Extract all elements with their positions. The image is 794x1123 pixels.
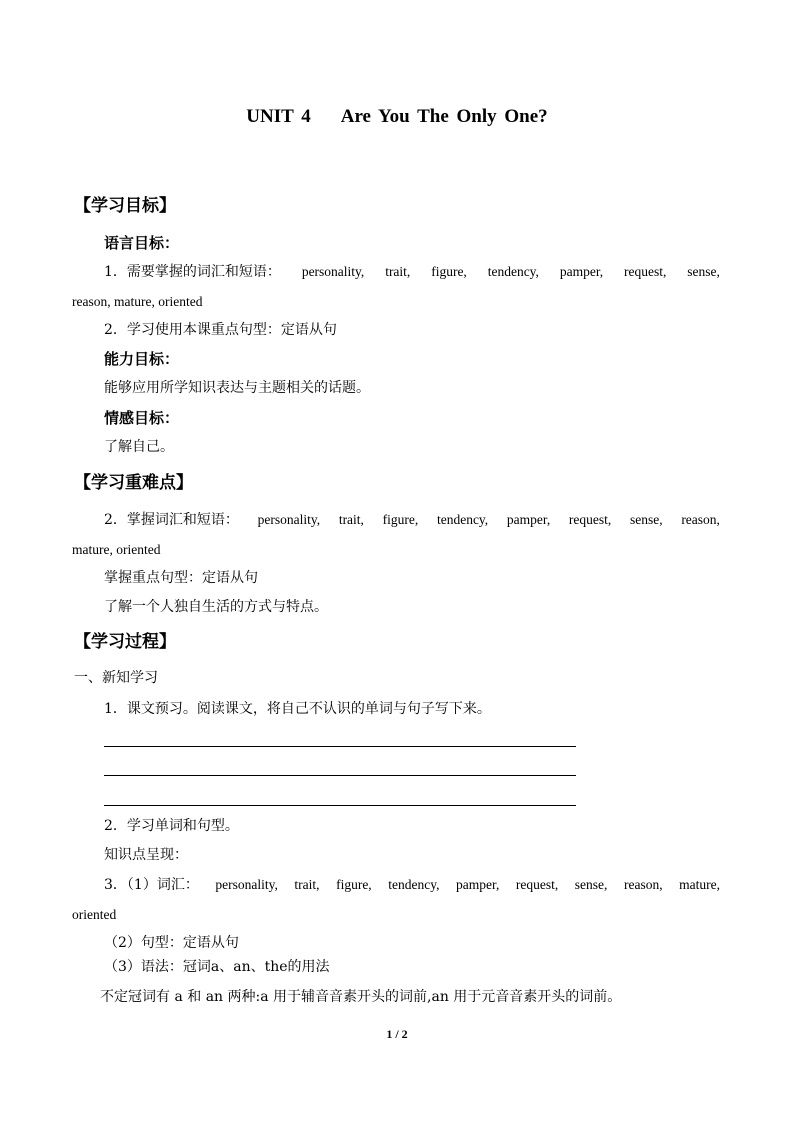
step3-prefix: 3．（1）词汇：: [104, 877, 199, 893]
key-lifestyle: 了解一个人独自生活的方式与特点。: [104, 599, 328, 615]
vocab-word: request,: [624, 264, 667, 279]
vocab-word: pamper,: [559, 264, 604, 279]
page-number: 1 / 2: [386, 1027, 408, 1041]
vocab-word: reason,: [623, 877, 663, 892]
vocab-word: sense,: [574, 877, 608, 892]
vocab-word: reason,: [681, 512, 720, 527]
goal-item1-line2: reason, mature, oriented: [72, 294, 203, 309]
goal-item1-prefix: 1．需要掌握的词汇和短语：: [104, 264, 281, 280]
process-step1: 1．课文预习。阅读课文，将自己不认识的单词与句子写下来。: [104, 701, 491, 717]
vocab-word: figure,: [336, 877, 372, 892]
answer-line[interactable]: [104, 775, 576, 776]
process-part1: 一、新知学习: [74, 670, 158, 686]
vocab-word: request,: [568, 512, 612, 527]
step3-sentence: （2）句型：定语从句: [104, 935, 239, 951]
article-rule: 不定冠词有 a 和 an 两种:a 用于辅音音素开头的词前,an 用于元音音素开头的词前。: [100, 989, 622, 1005]
key-sentence-pattern: 掌握重点句型：定语从句: [104, 570, 258, 586]
emotion-goal-heading: 情感目标：: [104, 409, 180, 427]
key-item-prefix: 2．掌握词汇和短语：: [104, 512, 239, 528]
vocab-word: mature,: [679, 877, 720, 892]
vocab-word: trait,: [385, 264, 411, 279]
vocab-word: personality,: [301, 264, 365, 279]
step3-line1: [74, 875, 720, 895]
unit-number: UNIT 4: [246, 106, 311, 127]
section-goals: 【学习目标】: [74, 196, 176, 216]
vocab-word: personality,: [257, 512, 321, 527]
vocab-word: figure,: [431, 264, 467, 279]
vocab-word: pamper,: [456, 877, 500, 892]
vocab-word: tendency,: [487, 264, 539, 279]
key-item-line2: mature, oriented: [72, 542, 161, 557]
vocab-word: tendency,: [388, 877, 440, 892]
answer-line[interactable]: [104, 805, 576, 806]
language-goal-heading: 语言目标：: [104, 234, 180, 252]
process-step2: 2．学习单词和句型。: [104, 818, 239, 834]
unit-name: Are You The Only One?: [340, 106, 548, 127]
step3-grammar: （3）语法：冠词a、an、the的用法: [104, 959, 330, 975]
knowledge-heading: 知识点呈现：: [104, 847, 188, 863]
vocab-word: pamper,: [506, 512, 551, 527]
ability-goal-text: 能够应用所学知识表达与主题相关的话题。: [104, 380, 370, 396]
section-key-points: 【学习重难点】: [74, 473, 193, 493]
vocab-word: trait,: [338, 512, 364, 527]
section-process: 【学习过程】: [74, 632, 176, 652]
step3-line2: oriented: [72, 907, 117, 922]
key-item-line1: [74, 510, 720, 530]
vocab-word: tendency,: [436, 512, 489, 527]
vocab-word: trait,: [294, 877, 320, 892]
unit-title: [0, 106, 794, 128]
answer-line[interactable]: [104, 746, 576, 747]
vocab-word: figure,: [382, 512, 419, 527]
goal-item2: 2．学习使用本课重点句型：定语从句: [104, 322, 337, 338]
ability-goal-heading: 能力目标：: [104, 350, 180, 368]
vocab-word: sense,: [629, 512, 663, 527]
emotion-goal-text: 了解自己。: [104, 439, 174, 455]
vocab-word: request,: [515, 877, 559, 892]
vocab-word: sense,: [687, 264, 720, 279]
goal-item1-line1: [74, 262, 720, 282]
vocab-word: personality,: [215, 877, 278, 892]
